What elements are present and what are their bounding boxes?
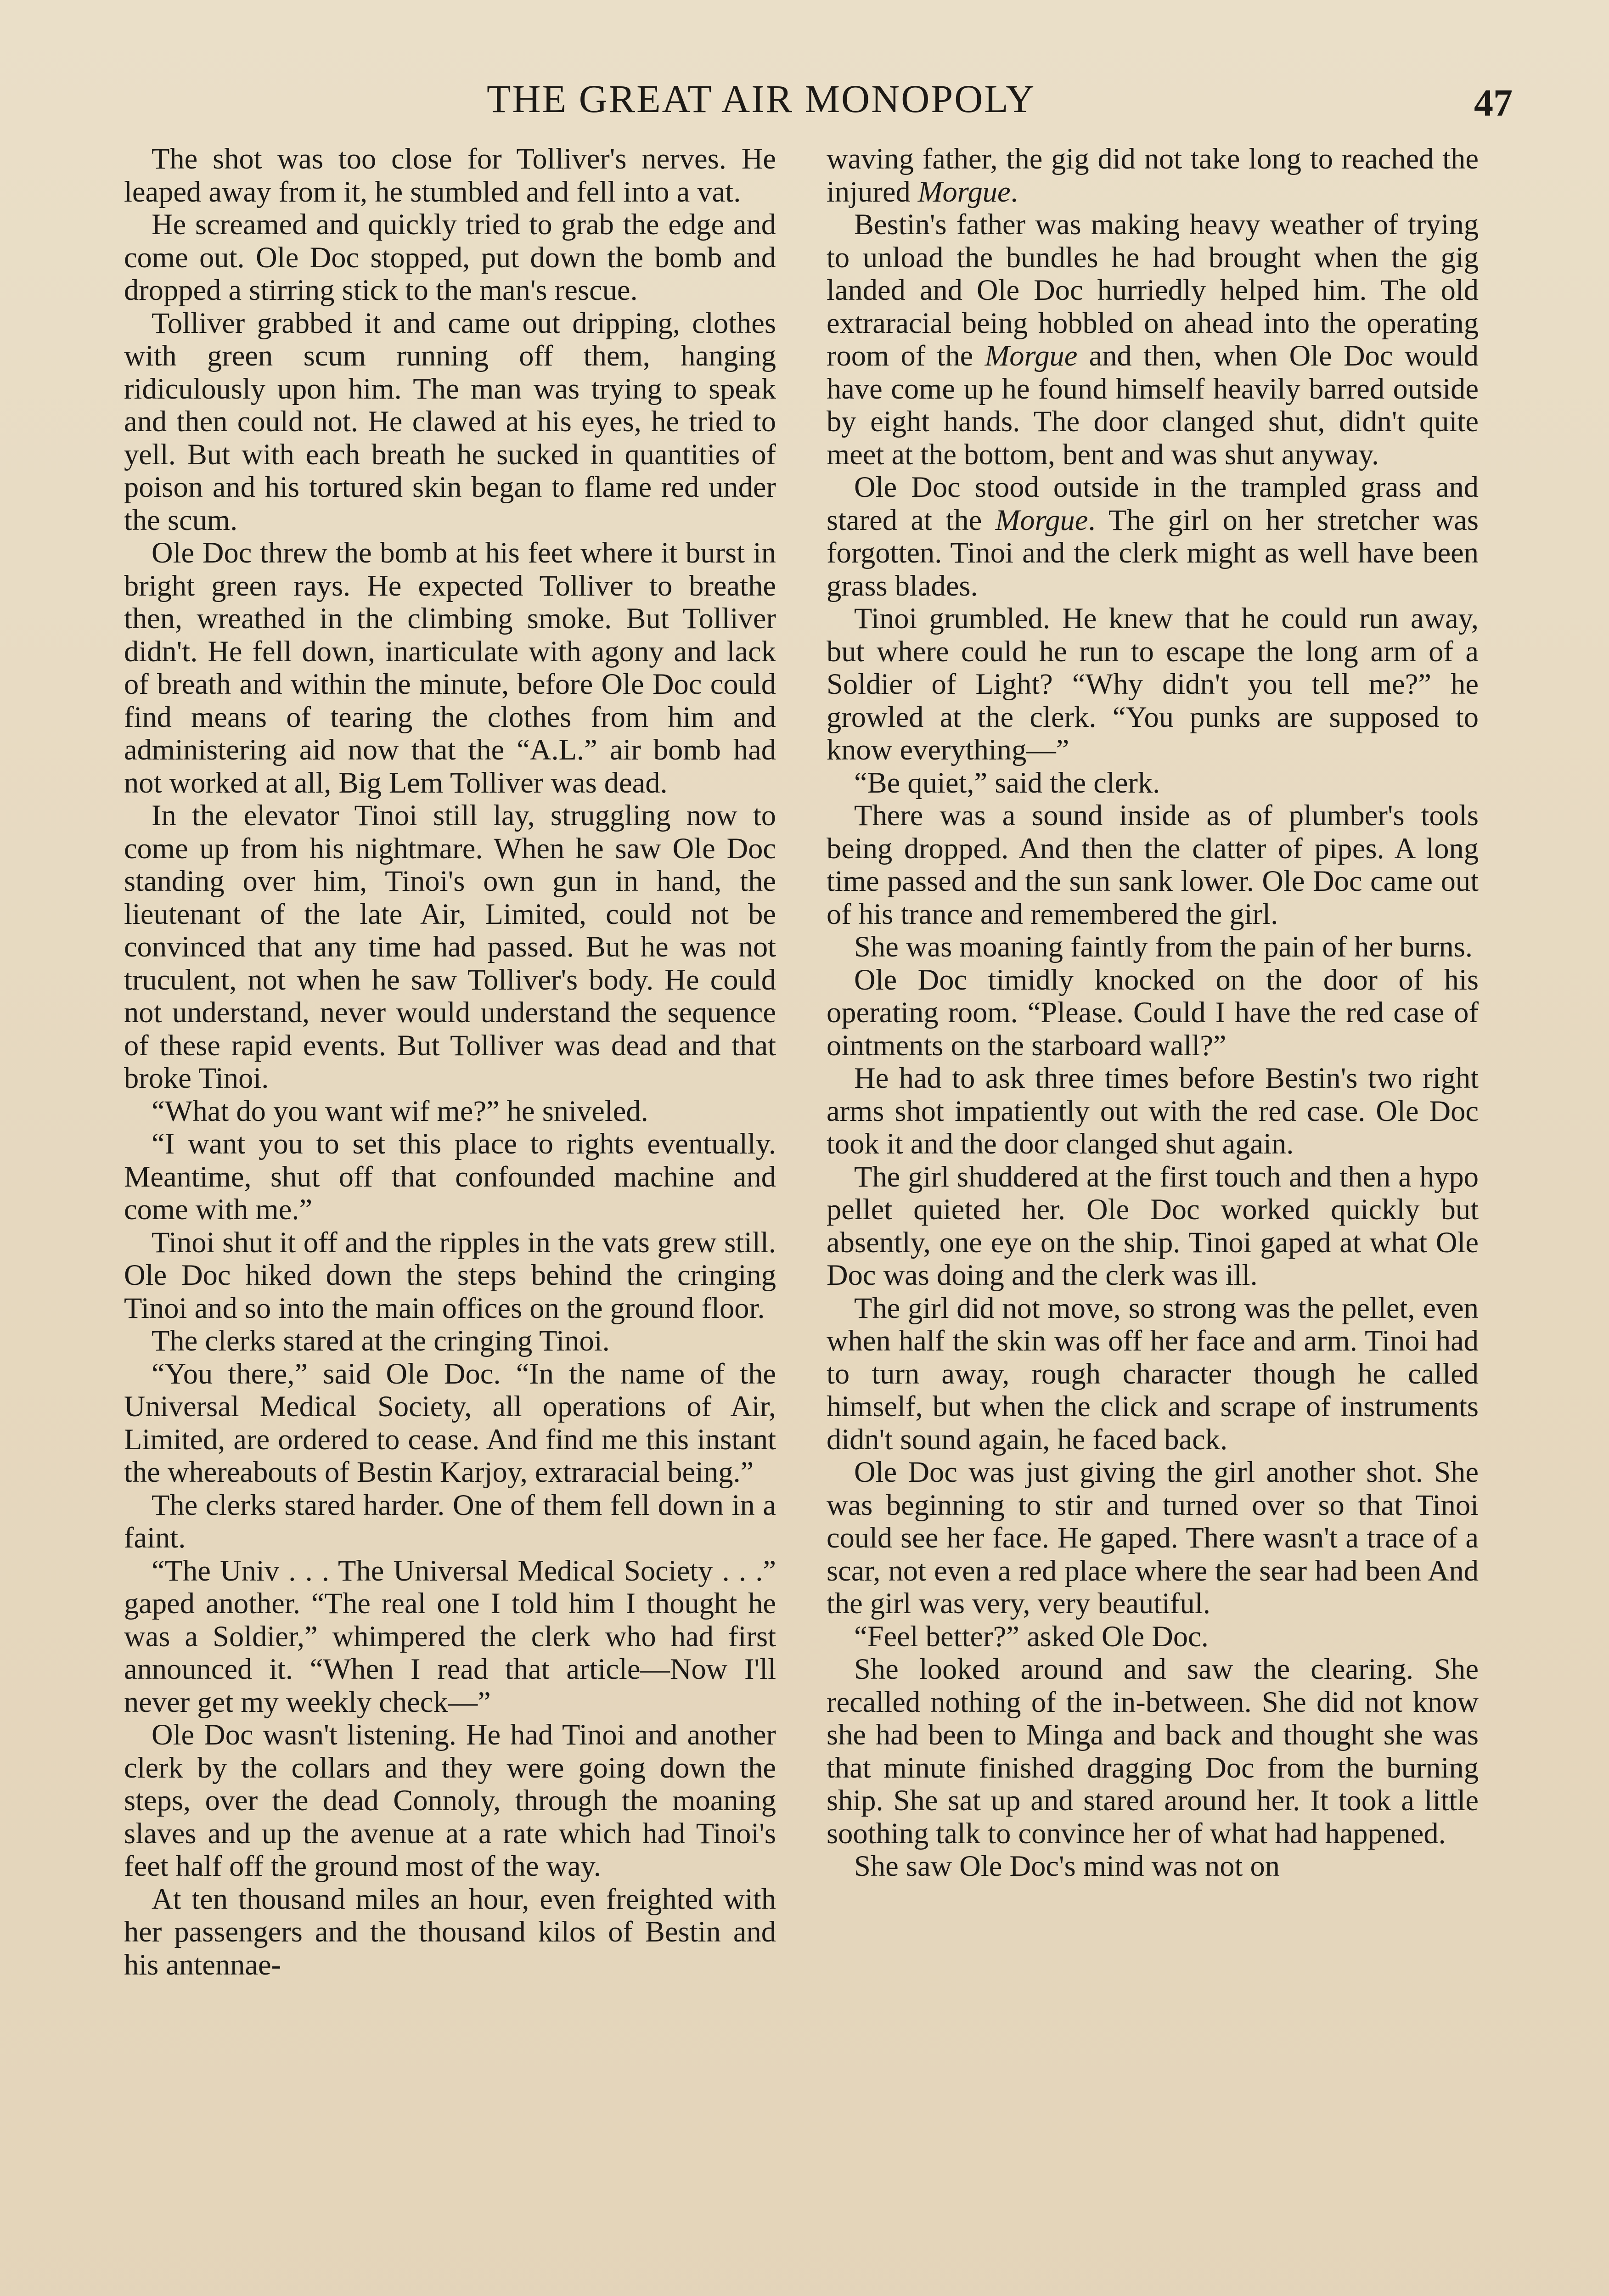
paragraph-text: Tolliver grabbed it and came out dripping, clothes with green scum running off them, hanging ridiculously upon him. The man was trying to speak and then could not. He clawed at his eyes, he tried to yell. But with each breath he sucked in quantities of poison and his tortured skin began to flame red under the scum. (124, 306, 776, 536)
paragraph (827, 142, 1479, 208)
ship-name: Morgue (917, 175, 1011, 208)
left-text-column (124, 142, 776, 1981)
paragraph-text: She was moaning faintly from the pain of her burns. (854, 930, 1473, 963)
paragraph-text-tail: and then, when Ole Doc would have come up he found himself heavily barred outside by eight hands. The door clanged shut, didn't quite meet at the bottom, bent and was shut anyway. (827, 339, 1479, 471)
paragraph (827, 1160, 1479, 1292)
paragraph-text: “Be quiet,” said the clerk. (854, 766, 1160, 799)
paragraph (124, 142, 776, 208)
paragraph-text: “I want you to set this place to rights eventually. Meantime, shut off that confounded machine and come with me.” (124, 1127, 776, 1226)
paragraph-text: The girl did not move, so strong was the pellet, even when half the skin was off her face and arm. Tinoi had to turn away, rough character though he called himself, but when the click and scrape of instruments didn't sound again, he faced back. (827, 1291, 1479, 1456)
paragraph (124, 799, 776, 1095)
paragraph-text: Tinoi shut it off and the ripples in the vats grew still. Ole Doc hiked down the steps behind the cringing Tinoi and so into the main offices on the ground floor. (124, 1226, 776, 1324)
paragraph (124, 1226, 776, 1325)
paragraph (827, 602, 1479, 766)
paragraph-text: She looked around and saw the clearing. She recalled nothing of the in-between. She did not know she had been to Minga and back and thought she was that minute finished dragging Doc from the burning ship. She sat up and stared around her. It took a little soothing talk to convince her of what had happened. (827, 1653, 1479, 1850)
paragraph (827, 208, 1479, 471)
paragraph-text: Bestin's father was making heavy weather of trying to unload the bundles he had brought when the gig landed and Ole Doc hurriedly helped him. The old extraracial being hobbled on ahead into the operating room of the (827, 208, 1479, 372)
paragraph (124, 1095, 776, 1128)
running-title: THE GREAT AIR MONOPOLY (487, 77, 1036, 121)
paragraph (124, 1489, 776, 1554)
paragraph (827, 963, 1479, 1062)
paragraph-text: The shot was too close for Tolliver's nerves. He leaped away from it, he stumbled and fell into a vat. (124, 142, 776, 208)
paragraph (124, 536, 776, 799)
paragraph-text: The clerks stared harder. One of them fell down in a faint. (124, 1488, 776, 1554)
paragraph-text-tail: . (1010, 175, 1018, 208)
paragraph-text: There was a sound inside as of plumber's tools being dropped. And then the clatter of pipes. A long time passed and the sun sank lower. Ole Doc came out of his trance and remembered the girl. (827, 799, 1479, 930)
paragraph-text-tail: . The girl on her stretcher was forgotten. Tinoi and the clerk might as well have been grass blades. (827, 503, 1479, 602)
paragraph (827, 1292, 1479, 1456)
paragraph-text: “You there,” said Ole Doc. “In the name of the Universal Medical Society, all operations of Air, Limited, are ordered to cease. And find me this instant the whereabouts of Bestin Karjoy, extraracial being.” (124, 1357, 776, 1488)
paragraph (124, 1554, 776, 1719)
paragraph (827, 766, 1479, 799)
paragraph-text: The clerks stared at the cringing Tinoi. (152, 1324, 610, 1357)
paragraph (124, 1718, 776, 1883)
paragraph (124, 1883, 776, 1981)
right-text-column (827, 142, 1479, 1883)
paragraph (827, 471, 1479, 602)
paragraph (124, 1357, 776, 1489)
ship-name: Morgue (985, 339, 1078, 372)
paragraph-text: The girl shuddered at the first touch and then a hypo pellet quieted her. Ole Doc worked quickly but absently, one eye on the ship. Tinoi gaped at what Ole Doc was doing and the clerk was ill. (827, 1160, 1479, 1291)
paragraph (827, 1850, 1479, 1883)
paragraph (827, 1456, 1479, 1620)
paragraph (827, 1653, 1479, 1850)
paragraph-text: Ole Doc threw the bomb at his feet where it burst in bright green rays. He expected Tolliver to breathe then, wreathed in the climbing smoke. But Tolliver didn't. He fell down, inarticulate with agony and lack of breath and within the minute, before Ole Doc could find means of tearing the clothes from him and administering aid now that the “A.L.” air bomb had not worked at all, Big Lem Tolliver was dead. (124, 536, 776, 799)
paragraph (827, 930, 1479, 963)
paragraph-text: He had to ask three times before Bestin's two right arms shot impatiently out with the red case. Ole Doc took it and the door clanged shut again. (827, 1062, 1479, 1160)
paragraph-text: Ole Doc wasn't listening. He had Tinoi and another clerk by the collars and they were going down the steps, over the dead Connoly, through the moaning slaves and up the avenue at a rate which had Tinoi's feet half off the ground most of the way. (124, 1718, 776, 1882)
paragraph-text: Tinoi grumbled. He knew that he could run away, but where could he run to escape the long arm of a Soldier of Light? “Why didn't you tell me?” he growled at the clerk. “You punks are supposed to know everything—” (827, 602, 1479, 766)
page-number: 47 (1474, 82, 1513, 124)
paragraph-text: At ten thousand miles an hour, even freighted with her passengers and the thousand kilos of Bestin and his antennae- (124, 1882, 776, 1981)
paragraph-text: He screamed and quickly tried to grab the edge and come out. Ole Doc stopped, put down the bomb and dropped a stirring stick to the man's rescue. (124, 208, 776, 306)
paragraph-text: Ole Doc was just giving the girl another shot. She was beginning to stir and turned over so that Tinoi could see her face. He gaped. There wasn't a trace of a scar, not even a red place where the sear had been And the girl was very, very beautiful. (827, 1456, 1479, 1620)
paragraph-text: “Feel better?” asked Ole Doc. (854, 1620, 1209, 1653)
page-header (0, 69, 1609, 124)
paragraph (124, 208, 776, 307)
paragraph-text: “What do you want wif me?” he sniveled. (152, 1094, 648, 1127)
paragraph (124, 307, 776, 537)
ship-name: Morgue (995, 503, 1088, 536)
paragraph (827, 1620, 1479, 1653)
paragraph-text: Ole Doc timidly knocked on the door of his operating room. “Please. Could I have the red case of ointments on the starboard wall?” (827, 963, 1479, 1062)
paragraph-text: waving father, the gig did not take long to reached the injured (827, 142, 1479, 208)
paragraph-text: She saw Ole Doc's mind was not on (854, 1850, 1280, 1882)
paragraph (827, 799, 1479, 930)
paragraph-text: In the elevator Tinoi still lay, struggling now to come up from his nightmare. When he saw Ole Doc standing over him, Tinoi's own gun in hand, the lieutenant of the late Air, Limited, could not be convinced that any time had passed. But he was not truculent, not when he saw Tolliver's body. He could not understand, never would understand the sequence of these rapid events. But Tolliver was dead and that broke Tinoi. (124, 799, 776, 1094)
paragraph (827, 1062, 1479, 1160)
paragraph-text: Ole Doc stood outside in the trampled grass and stared at the (827, 471, 1479, 536)
paragraph (124, 1324, 776, 1357)
paragraph-text: “The Univ . . . The Universal Medical Society . . .” gaped another. “The real one I told him I thought he was a Soldier,” whimpered the clerk who had first announced it. “When I read that article—Now I'll never get my weekly check—” (124, 1554, 776, 1718)
paragraph (124, 1127, 776, 1226)
